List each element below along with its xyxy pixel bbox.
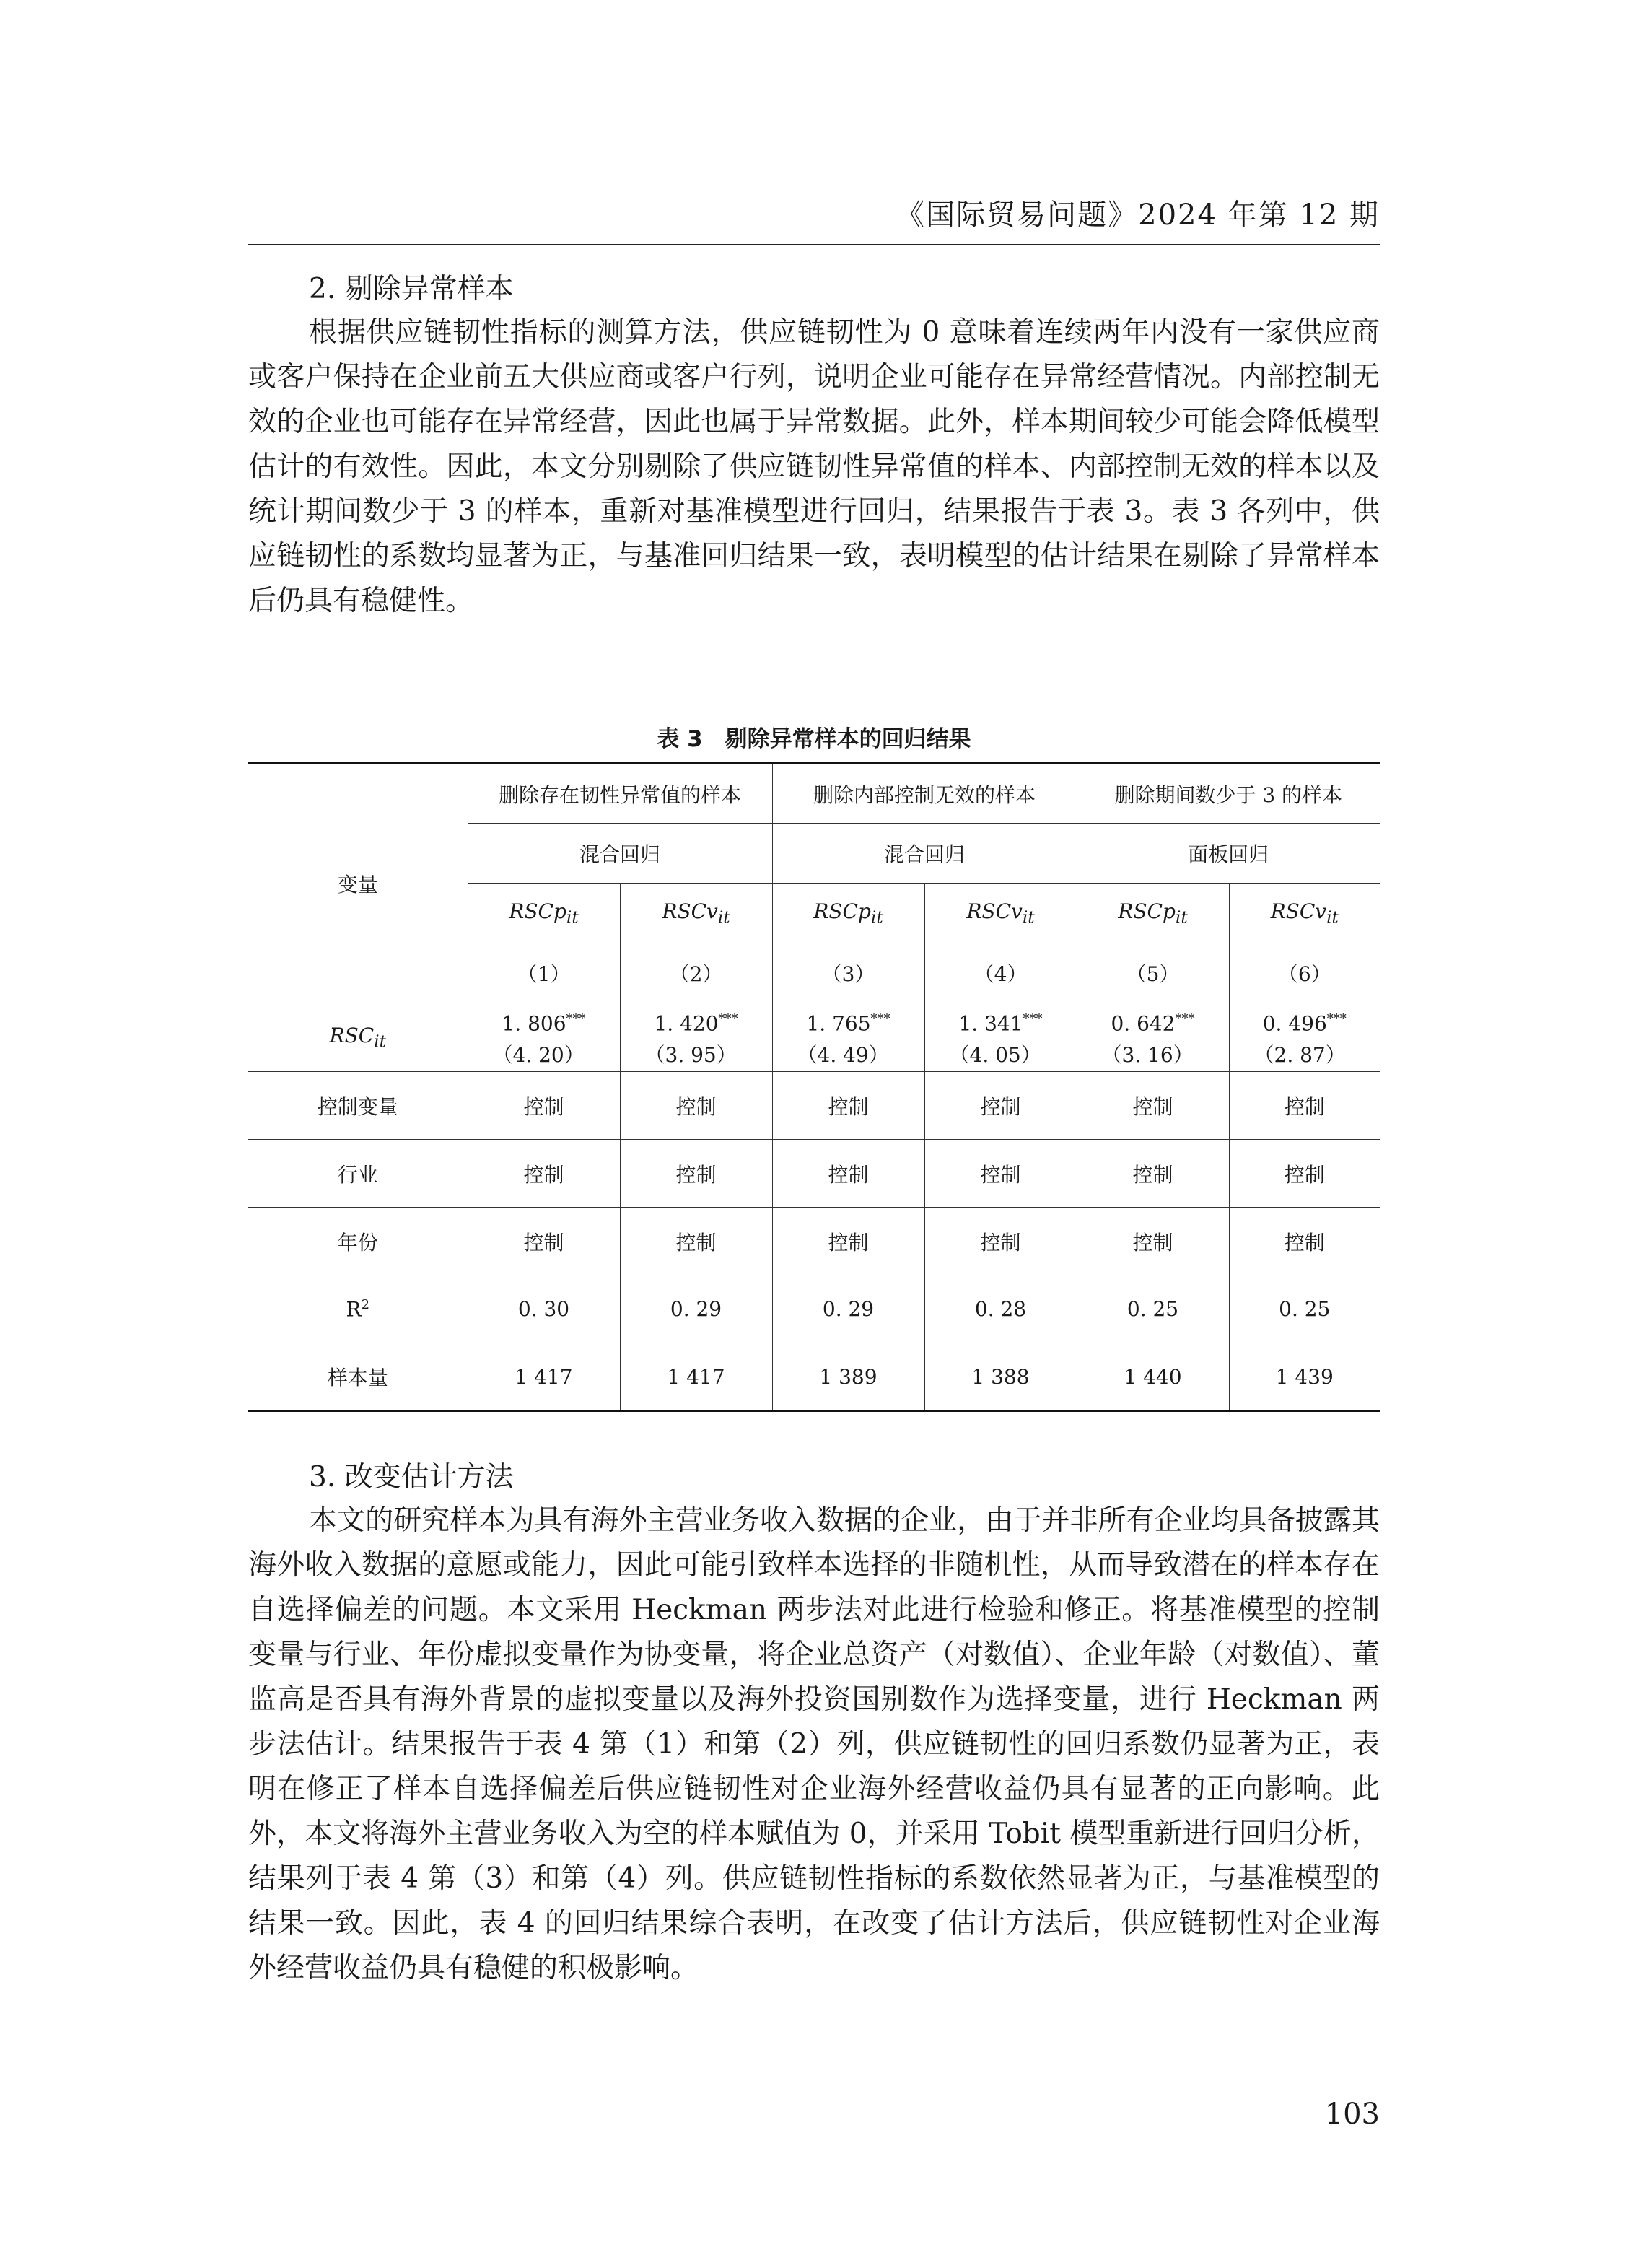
section-3-title: 3. 改变估计方法 [309, 1461, 514, 1493]
table-cell: 控制 [468, 1072, 620, 1140]
table-row [248, 1275, 1380, 1343]
col-num-2: （2） [620, 943, 772, 1003]
table-cell: 控制 [924, 1208, 1077, 1275]
page-number: 103 [1324, 2098, 1380, 2131]
table-3-title: 表 3 剔除异常样本的回归结果 [657, 726, 971, 752]
table-cell: 1 388 [924, 1343, 1077, 1411]
table-cell: 控制 [1077, 1208, 1229, 1275]
table-cell: 0. 30 [468, 1275, 620, 1343]
coef-cell-4: 1. 341*** （4. 05） [924, 1003, 1077, 1072]
section-3-paragraph: 本文的研究样本为具有海外主营业务收入数据的企业，由于并非所有企业均具备披露其海外收入数据的意愿或能力，因此可能引致样本选择的非随机性，从而导致潜在的样本存在自选择偏差的问题。本文采用 Heckman 两步法对此进行检验和修正。将基准模型的控制变量与行业、年份虚拟变量作为协变量，将企业总资产（对数值）、企业年龄（对数值）、董监高是否具有海外背景的虚拟变量以及海外投资国别数作为选择变量，进行 Heckman 两步法估计。结果报告于表 4 第（1）和第（2）列，供应链韧性的回归系数仍显著为正，表明在修正了样本自选择偏差后供应链韧性对企业海外经营收益仍具有显著的正向影响。此外，本文将海外主营业务收入为空的样本赋值为 0，并采用 Tobit 模型重新进行回归分析，结果列于表 4 第（3）和第（4）列。供应链韧性指标的系数依然显著为正，与基准模型的结果一致。因此，表 4 的回归结果综合表明，在改变了估计方法后，供应链韧性对企业海外经营收益仍具有稳健的积极影响。 [248, 1504, 1380, 1984]
table-row [248, 1072, 1380, 1140]
running-head: 《国际贸易问题》2024 年第 12 期 [896, 199, 1380, 232]
section-3 [248, 1457, 1380, 1991]
section-2-paragraph: 根据供应链韧性指标的测算方法，供应链韧性为 0 意味着连续两年内没有一家供应商或客户保持在企业前五大供应商或客户行列，说明企业可能存在异常经营情况。内部控制无效的企业也可能存在异常经营，因此也属于异常数据。此外，样本期间较少可能会降低模型估计的有效性。因此，本文分别剔除了供应链韧性异常值的样本、内部控制无效的样本以及统计期间数少于 3 的样本，重新对基准模型进行回归，结果报告于表 3。表 3 各列中，供应链韧性的系数均显著为正，与基准回归结果一致，表明模型的估计结果在剔除了异常样本后仍具有稳健性。 [248, 316, 1380, 617]
table-cell: 控制 [1229, 1140, 1380, 1208]
col-num-3: （3） [772, 943, 924, 1003]
coef-cell-1: 1. 806*** （4. 20） [468, 1003, 620, 1072]
row-label-n: 样本量 [248, 1343, 468, 1411]
dep-var-4: RSCv$_{it}$ [924, 884, 1077, 943]
table-cell: 控制 [468, 1140, 620, 1208]
table-cell: 控制 [1229, 1072, 1380, 1140]
group-header-3: 删除期间数少于 3 的样本 [1077, 764, 1380, 824]
group-header-1: 删除存在韧性异常值的样本 [468, 764, 772, 824]
table-cell: 0. 29 [620, 1275, 772, 1343]
table-row [248, 1208, 1380, 1275]
method-header-3: 面板回归 [1077, 824, 1380, 884]
table-cell: 控制 [620, 1072, 772, 1140]
table-cell: 控制 [620, 1208, 772, 1275]
coef-cell-5: 0. 642*** （3. 16） [1077, 1003, 1229, 1072]
table-cell: 1 440 [1077, 1343, 1229, 1411]
dep-var-3: RSCp$_{it}$ [772, 884, 924, 943]
regression-table [248, 762, 1380, 1412]
table-cell: 控制 [620, 1140, 772, 1208]
table-cell: 控制 [1077, 1140, 1229, 1208]
table-cell: 0. 29 [772, 1275, 924, 1343]
table-cell: 控制 [772, 1140, 924, 1208]
table-cell: 控制 [924, 1140, 1077, 1208]
table-cell: 0. 28 [924, 1275, 1077, 1343]
table-cell: 控制 [1229, 1208, 1380, 1275]
rsc-row-label: $RSC_{it}$ [248, 1003, 468, 1072]
col-num-6: （6） [1229, 943, 1380, 1003]
dep-var-1: RSCp$_{it}$ [468, 884, 620, 943]
dep-var-5: RSCp$_{it}$ [1077, 884, 1229, 943]
table-row [248, 1343, 1380, 1411]
table-cell: 1 417 [620, 1343, 772, 1411]
table-cell: 0. 25 [1077, 1275, 1229, 1343]
table-cell: 1 439 [1229, 1343, 1380, 1411]
coef-cell-2: 1. 420*** （3. 95） [620, 1003, 772, 1072]
table-cell: 控制 [772, 1072, 924, 1140]
section-2-title: 2. 剔除异常样本 [309, 273, 514, 305]
group-header-2: 删除内部控制无效的样本 [772, 764, 1077, 824]
table-row [248, 1140, 1380, 1208]
variable-header: 变量 [248, 764, 468, 1003]
row-label-controls: 控制变量 [248, 1072, 468, 1140]
table-cell: 控制 [468, 1208, 620, 1275]
row-label-industry: 行业 [248, 1140, 468, 1208]
coef-cell-6: 0. 496*** （2. 87） [1229, 1003, 1380, 1072]
table-cell: 控制 [924, 1072, 1077, 1140]
section-2 [248, 269, 1380, 624]
dep-var-6: RSCv$_{it}$ [1229, 884, 1380, 943]
table-cell: 控制 [1077, 1072, 1229, 1140]
table-cell: 1 417 [468, 1343, 620, 1411]
table-cell: 0. 25 [1229, 1275, 1380, 1343]
coef-cell-3: 1. 765*** （4. 49） [772, 1003, 924, 1072]
method-header-2: 混合回归 [772, 824, 1077, 884]
table-cell: 控制 [772, 1208, 924, 1275]
header-rule [248, 244, 1380, 245]
table-cell: 1 389 [772, 1343, 924, 1411]
row-label-r2: $R^2$ [248, 1275, 468, 1343]
col-num-5: （5） [1077, 943, 1229, 1003]
col-num-1: （1） [468, 943, 620, 1003]
row-label-year: 年份 [248, 1208, 468, 1275]
col-num-4: （4） [924, 943, 1077, 1003]
method-header-1: 混合回归 [468, 824, 772, 884]
dep-var-2: RSCv$_{it}$ [620, 884, 772, 943]
